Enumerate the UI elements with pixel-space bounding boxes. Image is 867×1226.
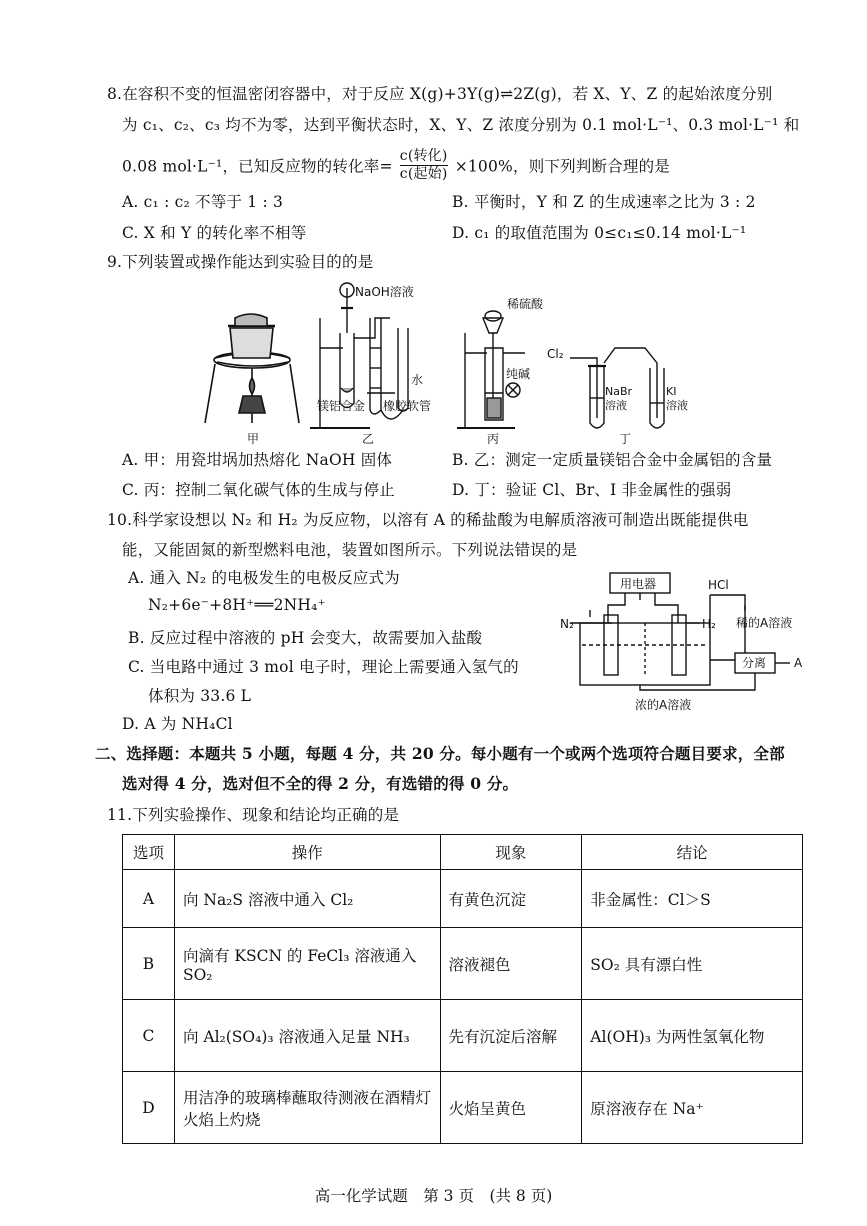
label-dilute-sulfuric-acid: 稀硫酸 [507,297,544,311]
header-option: 选项 [123,835,175,870]
fraction-numerator: c(转化) [399,148,448,164]
label-a: A [794,656,803,670]
q11-table [122,834,803,1144]
q10-option-a-equation: N₂+6e⁻+8H⁺══2NH₄⁺ [148,596,326,614]
row-d-phenomenon: 火焰呈黄色 [440,1072,582,1144]
label-nabr: NaBr [605,385,633,398]
crucible-tripod-apparatus [205,314,299,423]
row-a-operation: 向 Na₂S 溶液中通入 Cl₂ [174,870,440,928]
table-row [123,870,803,928]
q9-option-d: D. 丁：验证 Cl、Br、I 非金属性的强弱 [452,481,732,499]
q8-option-d: D. c₁ 的取值范围为 0≤c₁≤0.14 mol·L⁻¹ [452,224,747,242]
q9-stem: 9.下列装置或操作能达到实验目的的是 [107,253,374,271]
row-b-conclusion: SO₂ 具有漂白性 [582,928,803,1000]
header-phenomenon: 现象 [440,835,582,870]
label-dilute-a: 稀的A溶液 [736,616,793,630]
section2-heading-line2: 选对得 4 分，选对但不全的得 2 分，有选错的得 0 分。 [122,774,519,793]
q11-stem: 11.下列实验操作、现象和结论均正确的是 [107,806,400,824]
label-nabr-solution: 溶液 [605,399,627,412]
header-operation: 操作 [174,835,440,870]
label-concentrated-a: 浓的A溶液 [635,698,692,712]
label-jia: 甲 [247,432,260,446]
q8-option-a: A. c₁ : c₂ 不等于 1 : 3 [122,193,284,211]
label-ding: 丁 [619,432,632,446]
label-bing: 丙 [487,432,500,446]
header-conclusion: 结论 [582,835,803,870]
q10-option-d: D. A 为 NH₄Cl [122,715,233,733]
row-d-conclusion: 原溶液存在 Na⁺ [582,1072,803,1144]
table-header-row [123,835,803,870]
fuel-cell-figure [560,565,810,715]
row-d-option: D [123,1072,175,1144]
q8-option-c: C. X 和 Y 的转化率不相等 [122,224,307,242]
fraction-denominator: c(起始) [399,166,448,182]
row-c-conclusion: Al(OH)₃ 为两性氢氧化物 [582,1000,803,1072]
q10-option-c-line2: 体积为 33.6 L [148,687,252,705]
label-ki: KI [666,385,677,398]
q10-option-b: B. 反应过程中溶液的 pH 会变大，故需要加入盐酸 [128,629,483,647]
label-cl2: Cl₂ [547,347,564,361]
page-footer: 高一化学试题 第 3 页 (共 8 页) [314,1187,553,1205]
table-row [123,928,803,1000]
label-rubber-tube: 橡胶软管 [383,399,432,413]
table-row [123,1072,803,1144]
row-d-operation: 用洁净的玻璃棒蘸取待测液在酒精灯火焰上灼烧 [174,1072,440,1144]
row-c-operation: 向 Al₂(SO₄)₃ 溶液通入足量 NH₃ [174,1000,440,1072]
row-b-phenomenon: 溶液褪色 [440,928,582,1000]
label-h2: H₂ [702,617,716,631]
q9-option-b: B. 乙：测定一定质量镁铝合金中金属铝的含量 [452,451,773,469]
label-hcl: HCl [708,578,729,592]
row-a-phenomenon: 有黄色沉淀 [440,870,582,928]
row-c-option: C [123,1000,175,1072]
label-water: 水 [411,373,424,387]
row-a-conclusion: 非金属性：Cl＞S [582,870,803,928]
q10-line1: 10.科学家设想以 N₂ 和 H₂ 为反应物，以溶有 A 的稀盐酸为电解质溶液可制造出既能提供电 [107,511,749,529]
section2-heading-line1: 二、选择题：本题共 5 小题，每题 4 分，共 20 分。每小题有一个或两个选项符合题目要求，全部 [95,744,785,763]
q8-line1: 8.在容积不变的恒温密闭容器中，对于反应 X(g)+3Y(g)⇌2Z(g)，若 X、Y、Z 的起始浓度分别 [107,85,773,103]
q8-line2: 为 c₁、c₂、c₃ 均不为零，达到平衡状态时，X、Y、Z 浓度分别为 0.1 mol·L⁻¹、0.3 mol·L⁻¹ 和 [122,116,800,134]
row-b-operation: 向滴有 KSCN 的 FeCl₃ 溶液通入 SO₂ [174,928,440,1000]
row-c-phenomenon: 先有沉淀后溶解 [440,1000,582,1072]
q9-option-a: A. 甲：用瓷坩埚加热熔化 NaOH 固体 [122,451,393,469]
q8-option-b: B. 平衡时，Y 和 Z 的生成速率之比为 3 : 2 [452,193,756,211]
q10-line2: 能，又能固氮的新型燃料电池，装置如图所示。下列说法错误的是 [122,541,578,559]
label-mg-al-alloy: 镁铝合金 [317,399,366,413]
conversion-fraction [400,148,448,183]
row-a-option: A [123,870,175,928]
label-naoh-solution: NaOH溶液 [355,285,414,299]
q8-line3-post: ×100%，则下列判断合理的是 [454,157,670,176]
q9-option-c: C. 丙：控制二氧化碳气体的生成与停止 [122,481,395,499]
q10-option-c-line1: C. 当电路中通过 3 mol 电子时，理论上需要通入氢气的 [128,658,519,676]
row-b-option: B [123,928,175,1000]
label-separate: 分离 [742,656,767,670]
label-device: 用电器 [620,577,657,591]
label-ki-solution: 溶液 [666,399,688,412]
q8-line3-pre: 0.08 mol·L⁻¹，已知反应物的转化率= [122,157,393,176]
label-yi: 乙 [362,432,375,446]
q10-option-a-line1: A. 通入 N₂ 的电极发生的电极反应式为 [128,569,400,587]
table-row [123,1000,803,1072]
q8-line3 [122,150,670,185]
label-n2: N₂ [560,617,574,631]
q9-apparatus-figure [195,278,715,448]
label-soda: 纯碱 [506,367,531,381]
